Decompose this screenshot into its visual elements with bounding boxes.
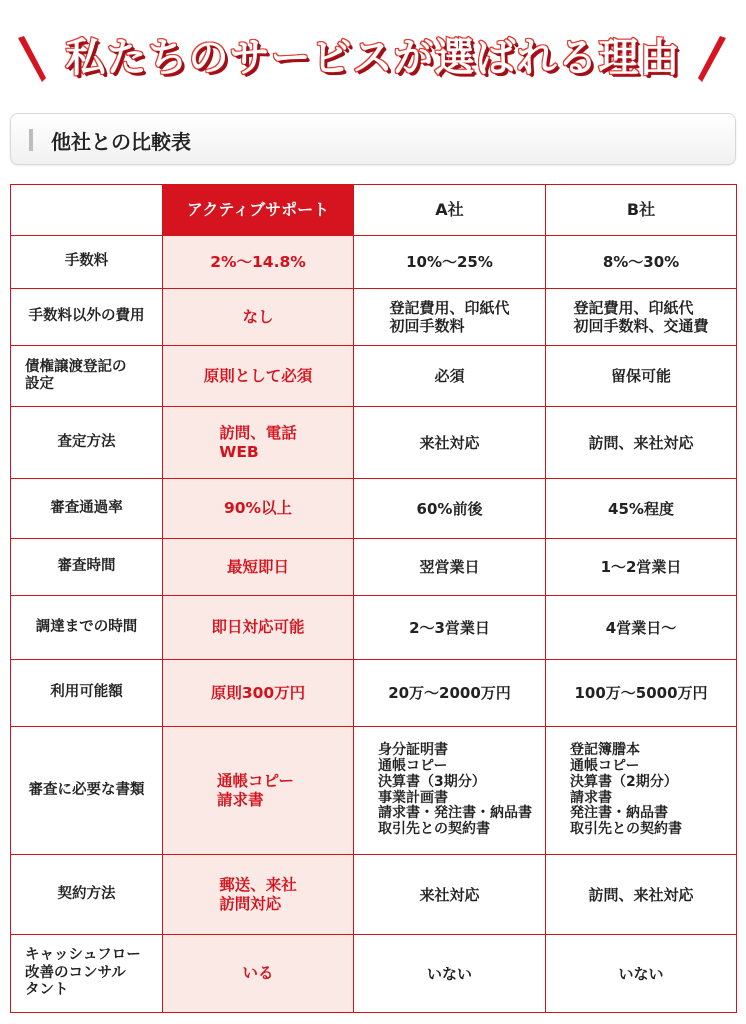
company-a-cell-text: いない bbox=[426, 964, 472, 983]
comparison-table-wrapper bbox=[10, 184, 736, 1013]
row-label-cell bbox=[11, 479, 163, 539]
company-a-cell bbox=[354, 727, 546, 855]
company-b-cell bbox=[546, 539, 737, 596]
active-support-cell-text: 原則300万円 bbox=[210, 683, 306, 702]
company-a-cell bbox=[354, 660, 546, 727]
active-support-cell-text: いる bbox=[242, 964, 274, 983]
company-a-cell-text: 来社対応 bbox=[419, 433, 480, 452]
section-marker bbox=[29, 129, 33, 151]
table-row bbox=[11, 539, 737, 596]
company-a-cell-text: 60%前後 bbox=[416, 499, 483, 518]
company-b-cell bbox=[546, 236, 737, 289]
company-b-cell-text: 訪問、来社対応 bbox=[588, 433, 694, 452]
company-a-cell bbox=[354, 596, 546, 660]
company-b-cell-text: 1〜2営業日 bbox=[600, 558, 682, 576]
company-a-cell bbox=[354, 407, 546, 479]
table-row bbox=[11, 346, 737, 407]
active-support-cell bbox=[163, 596, 354, 660]
table-header-row bbox=[11, 185, 737, 236]
header-blank-cell bbox=[11, 185, 163, 236]
row-label-cell-text: 債権譲渡登記の 設定 bbox=[25, 358, 127, 392]
company-b-cell bbox=[546, 596, 737, 660]
row-label-cell bbox=[11, 539, 163, 596]
row-label-cell bbox=[11, 236, 163, 289]
active-support-cell-text: 訪問、電話 WEB bbox=[219, 423, 297, 461]
comparison-table bbox=[10, 184, 737, 1013]
company-a-cell-text: 身分証明書 通帳コピー 決算書（3期分） 事業計画書 請求書・発注書・納品書 取引先との契約書 bbox=[378, 742, 532, 837]
right-slash-icon bbox=[692, 34, 732, 84]
banner bbox=[0, 18, 746, 90]
header-company-b: B社 bbox=[546, 185, 737, 236]
active-support-cell bbox=[163, 289, 354, 346]
active-support-cell bbox=[163, 935, 354, 1013]
table-row bbox=[11, 407, 737, 479]
table-row bbox=[11, 236, 737, 289]
company-b-cell bbox=[546, 407, 737, 479]
company-a-cell bbox=[354, 539, 546, 596]
active-support-cell bbox=[163, 479, 354, 539]
row-label-cell-text: 利用可能額 bbox=[50, 684, 123, 701]
company-a-cell-text: 翌営業日 bbox=[419, 558, 480, 576]
row-label-cell-text: 手数料 bbox=[64, 253, 109, 270]
section-title: 他社との比較表 bbox=[51, 130, 191, 154]
company-a-cell-text: 必須 bbox=[434, 367, 465, 385]
table-row bbox=[11, 596, 737, 660]
row-label-cell bbox=[11, 346, 163, 407]
company-b-cell bbox=[546, 727, 737, 855]
active-support-cell-text: 90%以上 bbox=[223, 499, 293, 518]
company-a-cell bbox=[354, 855, 546, 935]
company-a-cell-text: 登記費用、印紙代 初回手数料 bbox=[389, 299, 510, 335]
company-b-cell-text: 8%〜30% bbox=[602, 253, 680, 271]
row-label-cell bbox=[11, 855, 163, 935]
active-support-cell-text: 最短即日 bbox=[226, 557, 289, 576]
company-a-cell bbox=[354, 236, 546, 289]
company-b-cell-text: 登記費用、印紙代 初回手数料、交通費 bbox=[573, 299, 709, 335]
row-label-cell-text: 手数料以外の費用 bbox=[28, 308, 145, 325]
active-support-cell-text: 郵送、来社 訪問対応 bbox=[219, 875, 297, 913]
company-a-cell bbox=[354, 346, 546, 407]
active-support-cell bbox=[163, 727, 354, 855]
row-label-cell-text: 契約方法 bbox=[57, 885, 116, 902]
company-b-cell bbox=[546, 660, 737, 727]
company-b-cell-text: 登記簿謄本 通帳コピー 決算書（2期分） 請求書 発注書・納品書 取引先との契約書 bbox=[570, 742, 682, 837]
company-b-cell bbox=[546, 346, 737, 407]
active-support-cell bbox=[163, 855, 354, 935]
company-b-cell-text: いない bbox=[618, 964, 664, 983]
row-label-cell bbox=[11, 407, 163, 479]
company-b-cell-text: 訪問、来社対応 bbox=[588, 885, 694, 904]
table-row bbox=[11, 935, 737, 1013]
active-support-cell bbox=[163, 236, 354, 289]
table-row bbox=[11, 479, 737, 539]
active-support-cell-text: 即日対応可能 bbox=[211, 618, 305, 637]
row-label-cell bbox=[11, 596, 163, 660]
active-support-cell-text: 2%〜14.8% bbox=[210, 252, 306, 271]
company-a-cell-text: 2〜3営業日 bbox=[409, 618, 490, 637]
active-support-cell-text: なし bbox=[242, 307, 274, 326]
company-a-cell bbox=[354, 479, 546, 539]
company-a-cell-text: 20万〜2000万円 bbox=[388, 684, 511, 702]
company-a-cell bbox=[354, 935, 546, 1013]
active-support-cell bbox=[163, 539, 354, 596]
row-label-cell-text: 審査時間 bbox=[57, 558, 116, 575]
row-label-cell-text: 審査に必要な書類 bbox=[28, 781, 145, 798]
company-a-cell-text: 10%〜25% bbox=[406, 253, 493, 271]
active-support-cell bbox=[163, 407, 354, 479]
section-header bbox=[10, 113, 736, 165]
row-label-cell-text: 審査通過率 bbox=[50, 499, 123, 516]
row-label-cell-text: キャッシュフロー 改善のコンサル タント bbox=[25, 947, 141, 999]
company-b-cell-text: 100万〜5000万円 bbox=[574, 684, 708, 702]
company-b-cell-text: 留保可能 bbox=[610, 367, 671, 385]
company-b-cell-text: 4営業日〜 bbox=[605, 618, 677, 637]
active-support-cell-text: 通帳コピー 請求書 bbox=[217, 771, 294, 809]
company-b-cell bbox=[546, 855, 737, 935]
company-b-cell bbox=[546, 479, 737, 539]
row-label-cell bbox=[11, 727, 163, 855]
company-a-cell bbox=[354, 289, 546, 346]
company-a-cell-text: 来社対応 bbox=[419, 885, 480, 904]
table-row bbox=[11, 289, 737, 346]
table-row bbox=[11, 855, 737, 935]
company-b-cell bbox=[546, 935, 737, 1013]
banner-title: 私たちのサービスが選ばれる理由 bbox=[65, 35, 681, 81]
table-row bbox=[11, 660, 737, 727]
active-support-cell bbox=[163, 660, 354, 727]
header-company-a: A社 bbox=[354, 185, 546, 236]
table-row bbox=[11, 727, 737, 855]
row-label-cell bbox=[11, 935, 163, 1013]
active-support-cell bbox=[163, 346, 354, 407]
active-support-cell-text: 原則として必須 bbox=[203, 366, 313, 385]
row-label-cell-text: 調達までの時間 bbox=[35, 618, 138, 635]
row-label-cell bbox=[11, 660, 163, 727]
company-b-cell-text: 45%程度 bbox=[608, 499, 674, 518]
row-label-cell bbox=[11, 289, 163, 346]
company-b-cell bbox=[546, 289, 737, 346]
row-label-cell-text: 査定方法 bbox=[57, 433, 116, 450]
header-active-support: アクティブサポート bbox=[163, 185, 354, 236]
